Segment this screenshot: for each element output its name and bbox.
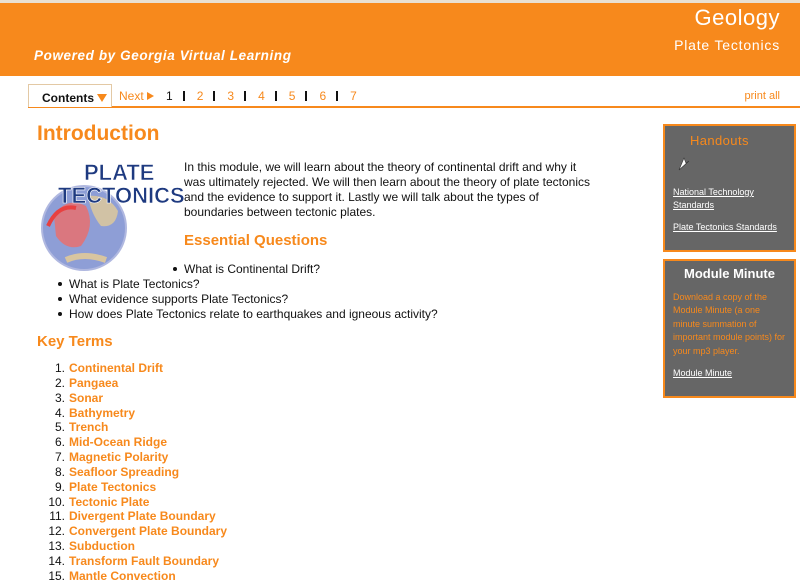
next-link[interactable]: Next [119,89,144,103]
page-link-3[interactable]: 3 [227,89,235,103]
key-term-item [37,524,337,539]
key-term-number: 8. [54,464,65,479]
tagline: Powered by Georgia Virtual Learning [34,48,292,63]
key-term-number: 5. [54,420,65,435]
key-term-link[interactable]: Bathymetry [69,405,136,420]
play-arrow-icon[interactable] [147,92,154,100]
key-term-number: 15. [48,568,65,583]
handouts-panel [663,124,796,252]
key-term-number: 3. [54,390,65,405]
page-separator [305,91,307,101]
key-term-item [37,480,337,495]
question-item: What evidence supports Plate Tectonics? [69,292,289,306]
key-term-link[interactable]: Continental Drift [69,361,163,375]
key-term-number: 11. [49,509,65,524]
handouts-title: Handouts [690,133,749,148]
questions-list [69,277,438,322]
key-term-item [37,435,337,450]
key-term-link[interactable]: Transform Fault Boundary [69,553,220,568]
key-term-item [37,406,337,421]
key-term-link[interactable]: Magnetic Polarity [69,450,169,465]
contents-label: Contents [42,91,94,105]
question-item: What is Plate Tectonics? [69,277,200,291]
module-title: Plate Tectonics [674,37,780,53]
header-banner [0,0,800,76]
page-link-6[interactable]: 6 [319,89,327,103]
key-term-link[interactable]: Seafloor Spreading [69,464,180,479]
contents-dropdown[interactable] [28,84,112,107]
key-term-link[interactable]: Plate Tectonics [69,479,157,494]
question-item: How does Plate Tectonics relate to earthquakes and igneous activity? [69,307,438,321]
key-term-item [37,391,337,406]
question-item: What is Continental Drift? [184,262,321,276]
bullet-icon [58,282,62,286]
key-term-item [37,509,337,524]
key-term-number: 1. [54,361,65,375]
page-link-4[interactable]: 4 [258,89,265,103]
print-all-link[interactable]: print all [744,90,780,102]
key-term-item [37,420,337,435]
page-links [166,89,357,103]
module-navbar [28,84,800,108]
key-term-link[interactable]: Trench [69,420,109,435]
plate-tectonics-logo [36,156,186,272]
key-term-number: 13. [48,539,65,554]
cursor-arrow-icon [676,153,692,173]
key-terms-heading: Key Terms [37,333,113,350]
national-technology-standards-link[interactable]: National Technology Standards [673,187,754,210]
bullet-icon [58,297,62,301]
key-term-number: 12. [48,524,65,539]
bullet-icon [58,312,62,316]
module-minute-description: Download a copy of the Module Minute (a one minute summation of important module points) for your mp3 player. [673,292,786,356]
key-term-item [37,495,337,510]
chevron-down-icon [97,94,107,102]
key-term-item [37,554,337,569]
page-link-2[interactable]: 2 [196,89,204,103]
key-term-number: 2. [54,375,65,390]
key-term-link[interactable]: Divergent Plate Boundary [69,509,216,524]
key-term-item [37,376,337,391]
logo-text-line2: TECTONICS [58,183,185,208]
essential-questions-heading: Essential Questions [184,232,328,249]
intro-paragraph: In this module, we will learn about the theory of continental drift and why it was ultimately rejected. We will then learn about the theory of plate tectonics and the evidence to support it. Lastly we will talk about the types of boundaries between tectonic plates. [184,160,590,219]
key-term-item [37,465,337,480]
page-separator [275,91,277,101]
key-term-number: 4. [54,405,65,420]
key-term-link[interactable]: Mantle Convection [69,568,176,583]
module-minute-title: Module Minute [684,266,775,281]
key-term-number: 14. [48,553,65,568]
key-term-link[interactable]: Tectonic Plate [69,494,150,509]
page-title: Introduction [37,122,160,145]
key-term-link[interactable]: Subduction [69,539,135,554]
key-term-link[interactable]: Convergent Plate Boundary [69,524,228,539]
key-term-item [37,361,337,376]
page-separator [183,91,185,101]
page-separator [244,91,246,101]
plate-tectonics-standards-link[interactable]: Plate Tectonics Standards [673,222,777,232]
page-link-5[interactable]: 5 [288,89,296,103]
logo-text-line1: PLATE [84,160,155,185]
page-separator [213,91,215,101]
key-term-link[interactable]: Sonar [69,390,104,405]
key-term-number: 6. [54,435,65,450]
module-minute-link[interactable]: Module Minute [673,368,733,378]
key-term-number: 9. [54,479,65,494]
top-border [0,0,800,3]
bullet-icon [173,267,177,271]
page-link-7[interactable]: 7 [350,89,357,103]
course-subject: Geology [694,5,780,30]
key-term-item [37,569,337,584]
page-link-1[interactable]: 1 [166,89,173,103]
key-term-item [37,539,337,554]
page-separator [336,91,338,101]
key-term-number: 7. [54,450,65,465]
key-term-link[interactable]: Pangaea [69,375,119,390]
key-term-number: 10. [48,494,65,509]
module-minute-panel [663,259,796,398]
key-terms-list [37,361,337,584]
key-term-item [37,450,337,465]
key-term-link[interactable]: Mid-Ocean Ridge [69,435,168,450]
